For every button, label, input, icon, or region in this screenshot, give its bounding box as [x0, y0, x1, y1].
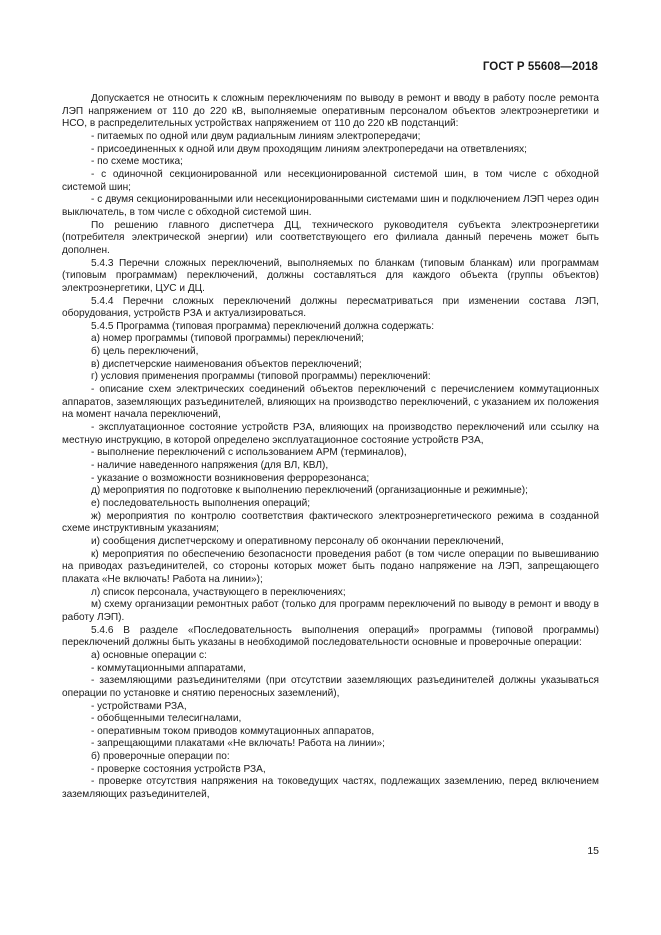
clause-5-4-3: 5.4.3 Перечни сложных переключений, выполняемых по бланкам (типовым бланкам) или программам (типовым программам) переключений, должны составляться для каждого объекта (группы объектов) электроэнергетики, ЦУС и ДЦ. [62, 257, 599, 294]
list-item: - выполнение переключений с использованием АРМ (терминалов), [91, 447, 407, 459]
list-item: - указание о возможности возникновения феррорезонанса; [91, 472, 370, 484]
standard-header: ГОСТ Р 55608—2018 [482, 61, 598, 73]
list-item: - с двумя секционированными или несекционированными системами шин и подключением ЛЭП через один выключатель, в том числе с обходной системой шин. [62, 194, 599, 218]
list-item: - присоединенных к одной или двум проходящим линиям электропередачи на ответвлениях; [91, 143, 527, 155]
clause-5-4-6: 5.4.6 В разделе «Последовательность выполнения операций» программы (типовой программы) переключений должны быть указаны в необходимой последовательности основные и проверочные операции: [62, 624, 599, 649]
list-item: - устройствами РЗА, [91, 700, 187, 712]
document-body [62, 93, 599, 802]
list-item: г) условия применения программы (типовой программы) переключений: [91, 371, 431, 383]
list-item: ж) мероприятия по контролю соответствия фактического электроэнергетического режима в созданной схеме инструктивным указаниям; [62, 510, 599, 535]
list-item: б) проверочные операции по: [91, 751, 230, 763]
list-item: б) цель переключений, [91, 346, 199, 358]
list-item: - описание схем электрических соединений объектов переключений с перечислением коммутационных аппаратов, заземляющих разъединителей, влияющих на производство переключений, с указанием их положения на момент начала переключений, [62, 384, 599, 421]
list-item: - по схеме мостика; [91, 156, 183, 168]
paragraph: По решению главного диспетчера ДЦ, технического руководителя субъекта электроэнергетики (потребителя электрической энергии) или соответствующего его филиала данный перечень может быть дополнен. [62, 219, 599, 256]
clause-5-4-4: 5.4.4 Перечни сложных переключений должны пересматриваться при изменении состава ЛЭП, оборудования, устройств РЗА и актуализироваться. [62, 295, 599, 320]
list-item: а) номер программы (типовой программы) переключений; [91, 333, 364, 345]
list-item: а) основные операции с: [91, 649, 207, 661]
list-item: - запрещающими плакатами «Не включать! Работа на линии»; [91, 738, 385, 750]
list-item: - коммутационными аппаратами, [91, 662, 246, 674]
paragraph: Допускается не относить к сложным переключениям по выводу в ремонт и вводу в работу после ремонта ЛЭП напряжением от 110 до 220 кВ, выполняемые оперативным персоналом объектов электроэнергетики и НСО, в распределительных устройствах напряжением от 110 до 220 кВ подстанций: [62, 93, 599, 130]
list-item: м) схему организации ремонтных работ (только для программ переключений по выводу в ремонт и вводу в работу ЛЭП). [62, 599, 599, 623]
list-item: и) сообщения диспетчерскому и оперативному персоналу об окончании переключений, [91, 535, 504, 547]
list-item: - наличие наведенного напряжения (для ВЛ, КВЛ), [91, 460, 329, 472]
list-item: в) диспетчерские наименования объектов переключений; [91, 358, 362, 370]
list-item: д) мероприятия по подготовке к выполнению переключений (организационные и режимные); [91, 485, 528, 497]
list-item: к) мероприятия по обеспечению безопасности проведения работ (в том числе операции по вывешиванию на приводах разъединителей, со стороны которых может быть подано напряжение на ЛЭП, запрещающего плаката «Не включать! Работа на линии»); [62, 548, 599, 585]
list-item: - оперативным током приводов коммутационных аппаратов, [91, 725, 375, 737]
list-item: - заземляющими разъединителями (при отсутствии заземляющих разъединителей должны указываться операции по установке и снятию переносных заземлений), [62, 675, 599, 699]
list-item: - проверке состояния устройств РЗА, [91, 763, 266, 775]
list-item: - проверке отсутствия напряжения на токоведущих частях, подлежащих заземлению, перед включением заземляющих разъединителей, [62, 776, 599, 801]
list-item: - обобщенными телесигналами, [91, 713, 242, 725]
page-number: 15 [587, 845, 599, 857]
clause-5-4-5: 5.4.5 Программа (типовая программа) переключений должна содержать: [91, 320, 435, 332]
list-item: - с одиночной секционированной или несекционированной системой шин, в том числе с обходной системой шин; [62, 168, 599, 193]
list-item: е) последовательность выполнения операций; [91, 498, 311, 509]
list-item: л) список персонала, участвующего в переключениях; [91, 586, 346, 598]
list-item: - питаемых по одной или двум радиальным линиям электропередачи; [91, 130, 421, 142]
list-item: - эксплуатационное состояние устройств РЗА, влияющих на производство переключений или ссылку на местную инструкцию, в которой определено эксплуатационное состояние устройств РЗА, [62, 422, 599, 446]
